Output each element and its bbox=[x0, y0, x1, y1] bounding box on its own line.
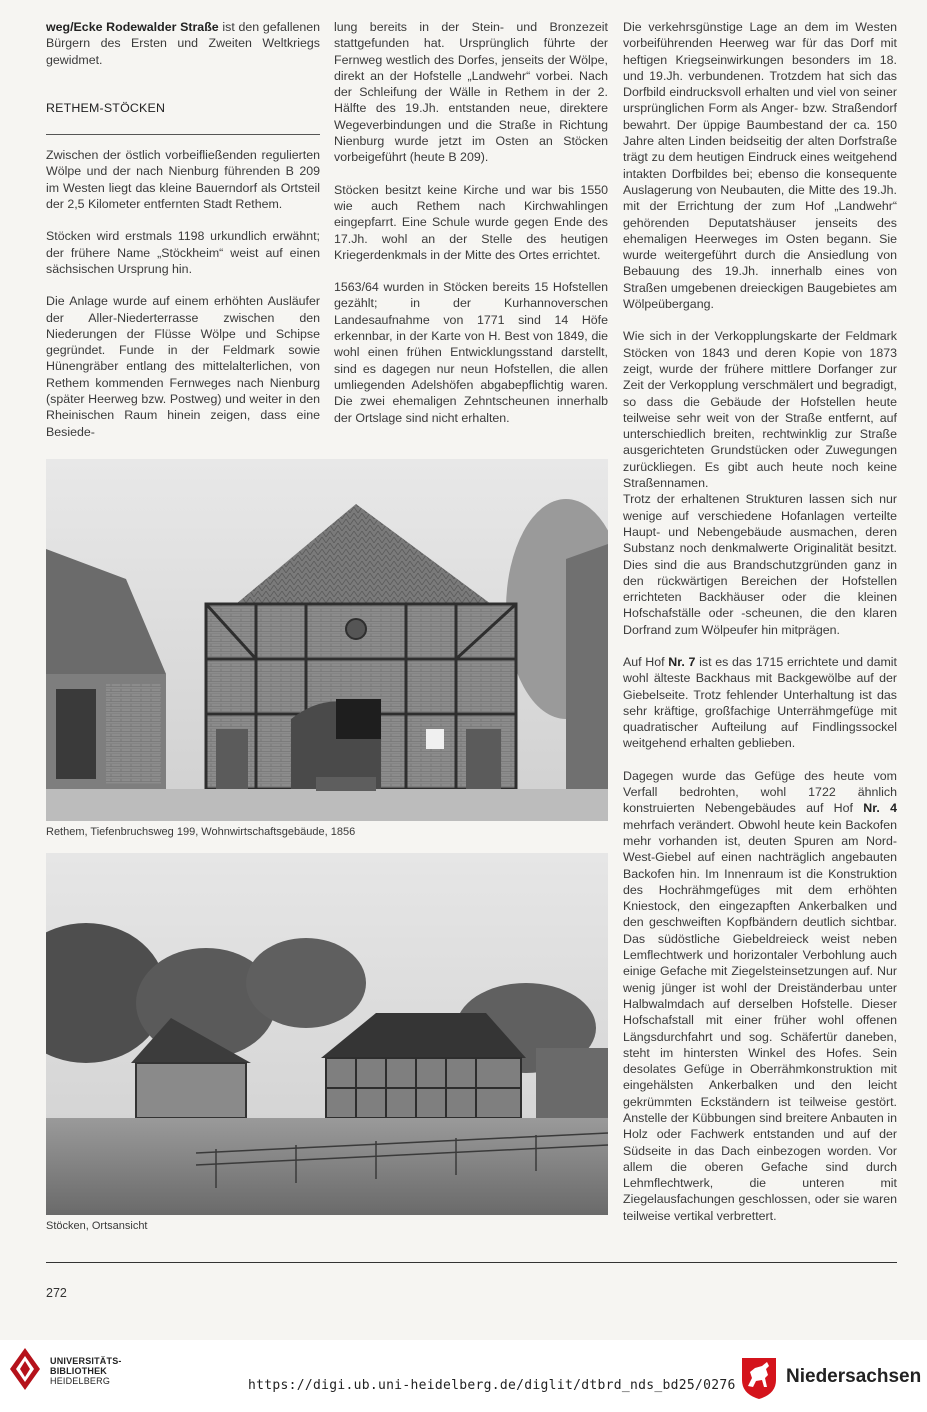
text-column-3 bbox=[623, 19, 897, 1240]
farmhouse-photo-image bbox=[46, 459, 608, 821]
paragraph: Dagegen wurde das Gefüge des heute vom Verfall bedrohten, wohl 1722 ähnlich konstruierten Nebengebäudes auf Hof Nr. 4 mehrfach verändert. Obwohl heute kein Backofen mehr vorhanden ist, deuten Spuren am Nord-West-Giebel auf einen nachträglich angebauten Backofen hin. Im Innenraum ist die Konstruktion des Hochrähmgefüges mit dem erhöhten Kniestock, den eingezapften Ankerbalken und den geschweiften Kopfbändern deutlich sichtbar. Das südöstliche Giebeldreieck weist neben Lemflechtwerk und horizontaler Verbohlung auch einige Gefache mit Ziegelsteinsetzungen auf. Nur wenig jünger ist wohl der Dreiständerbau unter Halbwalmdach auf derselben Hofstelle. Dieser Hofschafstall mit einer früher wohl offenen Längsdurchfahrt und sog. Schäfertür daneben, steht im hintersten Winkel des Hofes. Sein desolates Gefüge in Oberrähmkonstruktion mit eingehälsten Ankerbalken und den leicht gekrümmten Eckständern ist teilweise gestört. Anstelle der Kübbungen sind breitere Anbauten in Holz oder Fachwerk entstanden und auf der Südseite in das Dach einbezogen worden. Vor allem die oberen Gefache sind durch Lehmflechtwerk, die unteren mit Ziegelausfachungen geschlossen, oder sie waren teilweise vertikal verbrettert. bbox=[623, 768, 897, 1223]
photo-caption: Rethem, Tiefenbruchsweg 199, Wohnwirtschaftsgebäude, 1856 bbox=[46, 826, 356, 838]
paragraph: Trotz der erhaltenen Strukturen lassen sich nur wenige auf verschiedene Hofanlagen verteilte Haupt- und Nebengebäude ausmachen, deren Substanz noch denkmalwerte Originalität besitzt. Dies sind die aus Brandschutzgründen ganz in den rückwärtigen Bereichen der Hofstellen errichteten Backhäuser oder die kleinen Hofschafställe oder -scheunen, die den klaren Dorfrand zum Wölpeufer hin mitprägen. bbox=[623, 492, 897, 637]
paragraph: Wie sich in der Verkopplungskarte der Feldmark Stöcken von 1843 und deren Kopie von 1873 zeigt, wurde der frühere mittlere Dorfanger zur Zeit der Verkopplung verschmälert und begradigt, so dass die Gebäude der Hofstellen heute teilweise sehr weit von der Straße entfernt, auf unterschiedlich breiten, rechtwinklig zur Straße ausgerichteten Grundstücken oder Zuwegungen zurückliegen. Es gibt auch heute noch keine Straßennamen. bbox=[623, 329, 897, 491]
village-photo-image bbox=[46, 853, 608, 1215]
paragraph: Die verkehrsgünstige Lage an dem im Westen vorbeiführenden Heerweg war für das Dorf mit heftigen Kriegseinwirkungen besonders im 18. und 19.Jh. verbundenen. Trotzdem hat sich das Dorfbild eindrucksvoll erhalten und viel von seiner ursprünglichen Form als Anger- bzw. Straßendorf bewahrt. Der üppige Baumbestand der ca. 150 Jahre alten Linden beidseitig der alten Dorfstraße trägt zu dem heutigen Eindruck eines weitgehend intakten Dorfbildes bei; ebenso die konsequente Auslagerung von Neubauten, die Mitte des 19.Jh. mit der Errichtung der zum Hof „Landwehr“ gehörenden Deputatshäuser jenseits des ehemaligen Heerweges im Osten begann. Sie wurde weitergeführt durch die Ansiedlung von Bebauung des 19.Jh. innerhalb eines von Straßen umgebenen dreieckigen Baugebietes am Wölpeübergang. bbox=[623, 20, 897, 312]
paragraph-intro bbox=[46, 19, 320, 68]
state-name: Niedersachsen bbox=[786, 1366, 922, 1387]
photo-farmhouse bbox=[46, 459, 608, 821]
heading-rule bbox=[46, 134, 320, 135]
text-column-1 bbox=[46, 19, 320, 456]
text-column-2 bbox=[334, 19, 608, 442]
intro-rest: ist den gefallenen Bürgern des Ersten und Zweiten Weltkriegs gewidmet. bbox=[46, 20, 321, 67]
paragraph: Zwischen der östlich vorbeifließenden regulierten Wölpe und der nach Nienburg führenden B 209 im Westen liegt das kleine Bauerndorf als Ortsteil der 2,5 Kilometer entfernten Stadt Rethem. bbox=[46, 148, 320, 212]
footer-rule bbox=[46, 1262, 897, 1263]
photo-village-view bbox=[46, 853, 608, 1215]
bold-farm-number: Nr. 7 bbox=[668, 654, 696, 669]
page-number: 272 bbox=[46, 1286, 67, 1300]
niedersachsen-horse-crest-icon bbox=[740, 1356, 778, 1400]
photo-caption: Stöcken, Ortsansicht bbox=[46, 1220, 148, 1232]
bold-street-name: weg/Ecke Rodewalder Straße bbox=[46, 20, 219, 34]
paragraph: lung bereits in der Stein- und Bronzezeit stattgefunden hat. Ursprünglich führte der Fernweg westlich des Dorfes, jenseits der Wölpe, direkt an der Hofstelle „Landwehr“ vorbei. Nach der Schleifung der Wälle in Rethem in der 2. Hälfte des 19.Jh. entstanden neue, direktere Wegeverbindungen und die Straße in Richtung Nienburg wurde jetzt im Osten an Stöcken vorbeigeführt (heute B 209). bbox=[334, 20, 608, 165]
section-heading: RETHEM-STÖCKEN bbox=[46, 100, 166, 115]
university-library-logo-icon bbox=[10, 1348, 40, 1390]
paragraph: Stöcken wird erstmals 1198 urkundlich erwähnt; der frühere Name „Stöckheim“ weist auf einen sächsischen Ursprung hin. bbox=[46, 229, 320, 276]
paragraph: 1563/64 wurden in Stöcken bereits 15 Hofstellen gezählt; in der Kurhannoverschen Landesaufnahme von 1771 sind 14 Höfe erkennbar, in der Karte von H. Best von 1849, die wohl einen frühen Entwicklungsstand darstellt, sind es dagegen nur neun Hofstellen, die allen umliegenden Adelshöfen abgabepflichtig waren. Die zwei ehemaligen Zehntscheunen innerhalb der Ortslage sind nicht erhalten. bbox=[334, 280, 608, 425]
university-library-name: UNIVERSITÄTS- BIBLIOTHEK HEIDELBERG bbox=[50, 1356, 122, 1386]
paragraph: Auf Hof Nr. 7 ist es das 1715 errichtete und damit wohl älteste Backhaus mit Backgewölbe auf der Giebelseite. Trotz fehlender Unterhaltung ist das sehr kräftige, großfachige Unterrähmgefüge mit quadratischer Aufteilung auf Findlingssockel weitgehend erhalten geblieben. bbox=[623, 654, 897, 751]
source-url[interactable]: https://digi.ub.uni-heidelberg.de/diglit/dtbrd_nds_bd25/0276 bbox=[248, 1378, 736, 1393]
paragraph: Die Anlage wurde auf einem erhöhten Ausläufer der Aller-Niederterrasse zwischen den Niederungen der Flüsse Wölpe und Schipse gegründet. Funde in der Feldmark sowie Hünengräber entlang des mittelalterlichen, von Rethem kommenden Fernweges nach Nienburg (später Heerweg bzw. Postweg) und weiter in den Rheinischen Raum hinein zeigen, dass eine Besiede- bbox=[46, 294, 320, 439]
paragraph: Stöcken besitzt keine Kirche und war bis 1550 wie auch Rethem nach Kirchwahlingen eingepfarrt. Eine Schule wurde gegen Ende des 17.Jh. wohl an der Stelle des heutigen Kriegerdenkmals in der Mitte des Ortes errichtet. bbox=[334, 182, 608, 262]
bold-farm-number: Nr. 4 bbox=[863, 801, 897, 816]
